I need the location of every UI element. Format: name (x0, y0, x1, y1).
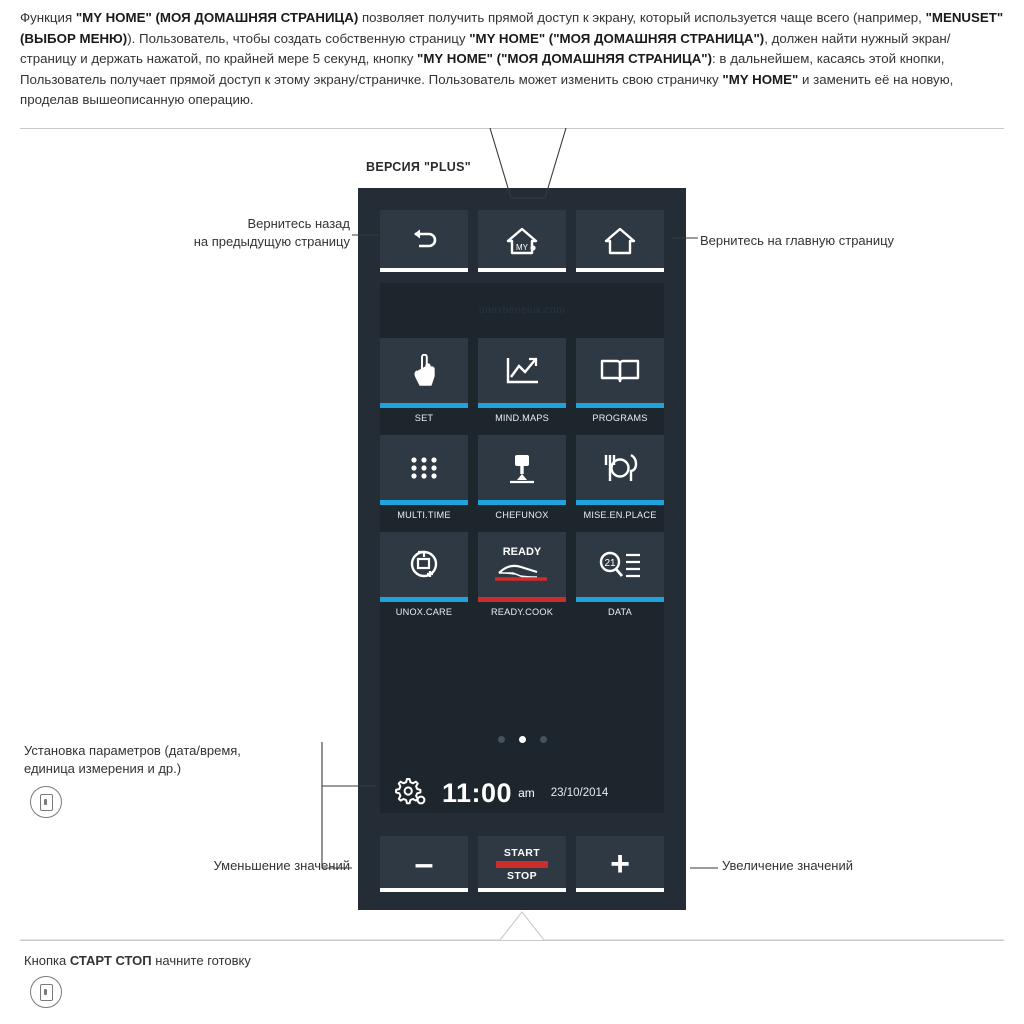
tile-chefunox[interactable] (478, 435, 566, 520)
tile-unox-care-bar (380, 597, 468, 602)
clock-date: 23/10/2014 (550, 787, 609, 799)
tile-programs-label: PROGRAMS (592, 413, 648, 423)
increase-button[interactable] (576, 836, 664, 892)
settings-button[interactable] (380, 775, 442, 812)
intro-bold-my-home-3: "MY HOME" ("МОЯ ДОМАШНЯЯ СТРАНИЦА") (417, 51, 713, 66)
callout-settings-line2: единица измерения и др.) (24, 761, 182, 776)
data-search-icon (597, 549, 643, 586)
tile-mise-en-place-label: MISE.EN.PLACE (583, 510, 657, 520)
tile-multi-time[interactable] (380, 435, 468, 520)
callout-start-stop-b: СТАРТ СТОП (69, 953, 152, 968)
watermark-text: unoxbenelux.com (479, 305, 565, 316)
top-navigation-bar (380, 210, 664, 272)
tile-unox-care[interactable] (380, 532, 468, 617)
start-stop-indicator (496, 861, 548, 868)
page-dot-active[interactable] (519, 736, 526, 743)
tile-data-face[interactable] (576, 532, 664, 602)
divider-bottom (20, 940, 1004, 941)
callout-decrease: Уменьшение значений (213, 858, 350, 873)
intro-bold-my-home: "MY HOME" (МОЯ ДОМАШНЯЯ СТРАНИЦА) (75, 10, 359, 25)
tile-mise-en-place-face[interactable] (576, 435, 664, 505)
tile-programs-face[interactable] (576, 338, 664, 408)
tile-unox-care-face[interactable] (380, 532, 468, 602)
touch-hint-icon (30, 976, 62, 1008)
clock-ampm: am (518, 786, 535, 800)
tile-chefunox-face[interactable] (478, 435, 566, 505)
callout-start-stop (24, 952, 444, 970)
tile-ready-cook-label: READY.COOK (490, 607, 554, 617)
tile-unox-care-label: UNOX.CARE (395, 607, 453, 617)
callout-settings-line1: Установка параметров (дата/время, (24, 743, 241, 758)
control-panel (358, 188, 686, 910)
callout-back (130, 215, 350, 251)
tile-set-bar (380, 403, 468, 408)
callout-start-stop-c: начните готовку (151, 953, 251, 968)
page-dot[interactable] (540, 736, 547, 743)
touch-hint-icon (30, 786, 62, 818)
intro-paragraph (20, 8, 1004, 111)
tile-row (380, 532, 664, 617)
tile-data-bar (576, 597, 664, 602)
tile-ready-cook-bar (478, 597, 566, 602)
intro-text-3: ). Пользователь, чтобы создать собственную страницу (127, 30, 470, 46)
decrease-button-underline (380, 888, 468, 892)
tile-programs-bar (576, 403, 664, 408)
hand-touch-icon (409, 354, 439, 393)
tile-set-label: SET (414, 413, 434, 423)
my-home-button-underline (478, 268, 566, 272)
home-icon (601, 226, 639, 256)
care-cycle-icon (406, 548, 442, 587)
intro-bold-my-home-2: "MY HOME" ("МОЯ ДОМАШНЯЯ СТРАНИЦА") (469, 30, 765, 46)
cutlery-icon (600, 452, 640, 489)
back-button[interactable] (380, 210, 468, 272)
page-indicator (380, 736, 664, 743)
svg-text:READY: READY (502, 545, 542, 558)
tile-row (380, 435, 664, 520)
svg-text:21: 21 (604, 557, 616, 569)
back-button-underline (380, 268, 468, 272)
my-home-button[interactable] (478, 210, 566, 272)
clock-time: 11:00 (442, 777, 513, 808)
tile-mind-maps-face[interactable] (478, 338, 566, 408)
callout-back-line1: Вернитесь назад (247, 216, 350, 231)
home-button[interactable] (576, 210, 664, 272)
callout-home: Вернитесь на главную страницу (700, 233, 895, 248)
tile-mind-maps-label: MIND.MAPS (495, 413, 549, 423)
tile-row (380, 338, 664, 423)
tile-programs[interactable] (576, 338, 664, 423)
status-bar (380, 768, 664, 818)
home-button-underline (576, 268, 664, 272)
callout-start-stop-a: Кнопка (24, 953, 70, 968)
my-home-icon (503, 226, 541, 256)
tile-multi-time-label: MULTI.TIME (397, 510, 451, 520)
callout-settings (24, 742, 324, 778)
tile-multi-time-bar (380, 500, 468, 505)
version-label: ВЕРСИЯ "PLUS" (366, 160, 471, 174)
page-dot[interactable] (498, 736, 505, 743)
start-stop-button-underline (478, 888, 566, 892)
callout-back-line2: на предыдущую страницу (193, 234, 350, 249)
intro-text-4: , должен найти нужный экран/страницу и держать нажатой, по крайней мере 5 секунд, кнопку (20, 30, 951, 66)
chart-line-icon (502, 354, 542, 393)
tile-set[interactable] (380, 338, 468, 423)
tile-chefunox-bar (478, 500, 566, 505)
minus-icon: – (414, 845, 434, 883)
svg-text:MY: MY (516, 243, 528, 252)
tile-mise-en-place-bar (576, 500, 664, 505)
intro-text-1: Функция (20, 10, 76, 25)
tile-ready-cook[interactable] (478, 532, 566, 617)
callout-increase: Увеличение значений (722, 858, 854, 873)
increase-button-underline (576, 888, 664, 892)
gear-icon (394, 775, 428, 812)
intro-text-2: позволяет получить прямой доступ к экрану, который используется чаще всего (например, (358, 10, 926, 25)
intro-text-5: : в дальнейшем, касаясь этой кнопки, Пользователь получает прямой доступ к этому экрану/страничке. Пользователь может изменить свою страничку (20, 51, 945, 87)
ready-hand-icon (491, 543, 553, 592)
tile-data[interactable] (576, 532, 664, 617)
plus-icon: + (610, 845, 630, 883)
stop-label: STOP (507, 869, 537, 882)
tile-data-label: DATA (608, 607, 632, 617)
back-arrow-icon (407, 228, 441, 254)
bottom-controls (380, 836, 664, 892)
start-label: START (503, 846, 541, 859)
tile-set-face[interactable] (380, 338, 468, 408)
tile-mind-maps[interactable] (478, 338, 566, 423)
intro-text-6: и заменить её на новую, проделав вышеописанную операцию. (20, 71, 954, 107)
book-icon (598, 355, 642, 392)
chef-probe-icon (505, 451, 539, 490)
tile-chefunox-label: CHEFUNOX (495, 510, 549, 520)
intro-bold-menuset: "MENUSET" (ВЫБОР МЕНЮ) (20, 10, 1004, 46)
tile-mise-en-place[interactable] (576, 435, 664, 520)
dots-grid-icon (405, 453, 443, 488)
decrease-button[interactable] (380, 836, 468, 892)
tile-multi-time-face[interactable] (380, 435, 468, 505)
tile-grid (380, 338, 664, 629)
divider-top (20, 128, 1004, 129)
start-stop-button[interactable] (478, 836, 566, 892)
intro-bold-my-home-4: "MY HOME" (722, 71, 799, 87)
tile-mind-maps-bar (478, 403, 566, 408)
tile-ready-cook-face[interactable] (478, 532, 566, 602)
